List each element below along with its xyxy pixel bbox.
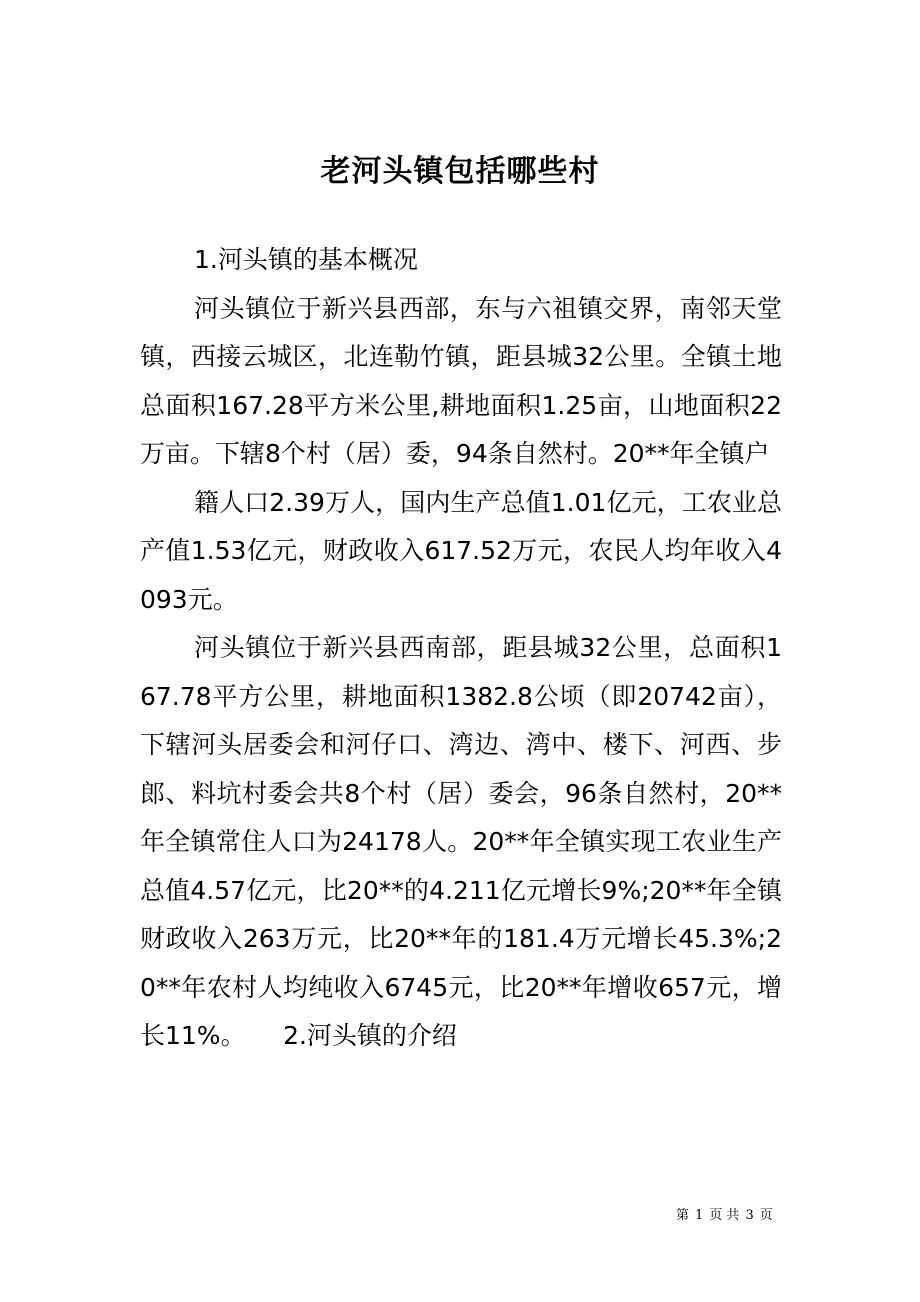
paragraph: 河头镇位于新兴县西南部，距县城32公里，总面积167.78平方公里，耕地面积1382.8公顷（即20742亩），下辖河头居委会和河仔口、湾边、湾中、楼下、河西、步郎、料坑村委会共8个村（居）委会，96条自然村，20**年全镇常住人口为24178人。20**年全镇实现工农业生产总值4.57亿元，比20**的4.211亿元增长9%;20**年全镇财政收入263万元，比20**年的181.4万元增长45.3%;20**年农村人均纯收入6745元，比20**年增收657元，增长11%。 2.河头镇的介绍 [140, 633, 782, 1050]
current-page-number: 1 [695, 1208, 704, 1223]
document-title: 老河头镇包括哪些村 [320, 154, 600, 190]
paragraph: 籍人口2.39万人，国内生产总值1.01亿元，工农业总产值1.53亿元，财政收入617.52万元，农民人均年收入4093元。 [140, 487, 782, 614]
document-body [140, 236, 782, 1061]
paragraph: 河头镇位于新兴县西部，东与六祖镇交界，南邻天堂镇，西接云城区，北连勒竹镇，距县城32公里。全镇土地总面积167.28平方米公里,耕地面积1.25亩，山地面积22万亩。下辖8个村（居）委，94条自然村。20**年全镇户 [140, 293, 782, 468]
total-page-count: 3 [745, 1208, 754, 1223]
footer-label-mid: 页 共 [709, 1208, 740, 1223]
section-heading: 1.河头镇的基本概况 [194, 245, 418, 274]
page-footer [676, 1207, 779, 1225]
footer-label-pre: 第 [676, 1208, 690, 1223]
footer-label-post: 页 [759, 1208, 773, 1223]
